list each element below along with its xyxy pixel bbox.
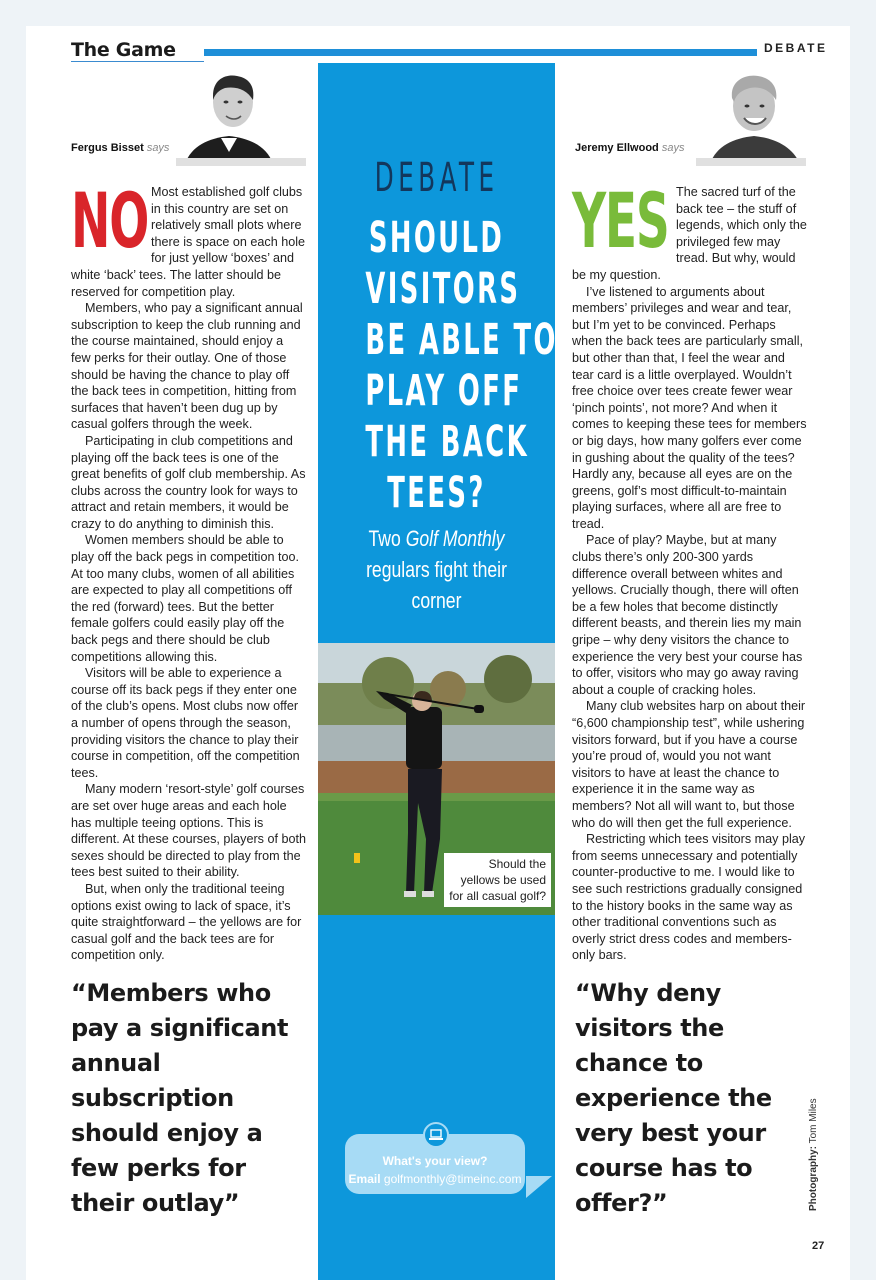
headline-line: TEES?	[387, 468, 486, 518]
headline-line: THE BACK	[365, 417, 529, 467]
left-says: says	[146, 142, 170, 154]
right-byline	[575, 142, 684, 154]
left-byline-rule	[176, 158, 306, 166]
left-article	[71, 176, 306, 964]
sub-pre: Two	[368, 526, 406, 551]
caption-line: Should the	[488, 857, 546, 871]
left-byline	[71, 142, 169, 154]
photo-credit	[808, 1098, 819, 1211]
jeremy-ellwood-portrait	[708, 72, 804, 164]
section-tag: DEBATE	[764, 41, 828, 55]
right-byline-rule	[696, 158, 806, 166]
page-number: 27	[812, 1240, 825, 1252]
laptop-icon	[423, 1122, 449, 1148]
caption-line: for all casual golf?	[449, 889, 546, 903]
no-dropcap: NO	[71, 176, 149, 265]
right-says: says	[661, 142, 685, 154]
debate-subheading	[342, 523, 532, 616]
debate-kicker: DEBATE	[374, 155, 499, 201]
left-paragraph: Members, who pay a significant annual subscription to keep the club running and the course maintained, should enjoy a few perks for their outlay. One of those should be having the chance to play off the back tees in competition, hitting from surfaces that haven’t been dug up by casual golfers through the week.	[71, 301, 303, 432]
sub-post: regulars fight their corner	[366, 557, 507, 613]
photo-caption	[444, 853, 551, 907]
feedback-question: What's your view?	[382, 1154, 488, 1168]
fergus-bisset-portrait	[181, 72, 277, 164]
debate-headline	[365, 213, 558, 519]
magazine-name: Golf Monthly	[405, 526, 505, 551]
right-paragraph: Pace of play? Maybe, but at many clubs there’s only 200-300 yards difference overall between whites and yellows. Crucially though, there will often be a few holes that become distinctly different beasts, and therein lies my main gripe – why deny visitors the chance to experience the very best your course has to offer, visitors who may go away raving about a couple of cracking holes.	[572, 533, 803, 697]
left-paragraph: Many modern ‘resort-style’ golf courses are set over huge areas and each hole has multiple teeing options. This is different. At these courses, players of both sexes should be directed to play from the tees best suited to their ability.	[71, 782, 306, 880]
right-paragraph: Restricting which tees visitors may play from seems unnecessary and potentially counter-productive to me. I would like to see such restrictions gradually consigned to the history books in the same way as other traditional conventions such as overly strict dress codes and members-only bars.	[572, 832, 806, 963]
email-label: Email	[348, 1172, 381, 1186]
caption-line: yellows be used	[460, 873, 546, 887]
left-paragraph: Most established golf clubs in this country are set on relatively small plots where there is space on each hole for just yellow ‘boxes’ and white ‘back’ tees. The latter should be reserved for competition play.	[71, 185, 306, 299]
right-paragraph: The sacred turf of the back tee – the stuff of legends, which only the privileged few may tread. But why, would be my question.	[572, 185, 807, 282]
debate-panel	[318, 63, 558, 1280]
section-title: The Game	[71, 39, 176, 61]
feedback-email-line	[345, 1172, 525, 1186]
credit-name: Tom Miles	[808, 1098, 819, 1144]
headline-line: VISITORS	[365, 264, 521, 314]
left-paragraph: Women members should be able to play off the back pegs in competition too. At too many clubs, women of all abilities are expected to play all competitions off the red (forward) tees. But the better female golfers could easily play off the back pegs and there should be club competitions allowing this.	[71, 533, 299, 664]
yes-dropcap: YES	[572, 176, 669, 265]
credit-label: Photography:	[808, 1146, 819, 1211]
right-author-name: Jeremy Ellwood	[575, 142, 659, 154]
right-paragraph: I’ve listened to arguments about members’ privileges and wear and tear, but I’m yet to be convinced. Perhaps when the back tees are particularly small, but other than that, I feel the wear and tear card is a little overplayed. Wouldn’t free choice over tees create fewer wear ‘pinch points’, not more? And when it comes to keeping these tees for members or big days, how many golfers ever come in gushing about the quality of the tees? Hardly any, because all eyes are on the greens, golf’s most difficult-to-maintain playing surfaces, where all are free to tread.	[572, 284, 807, 531]
headline-line: PLAY OFF	[365, 366, 523, 416]
left-paragraph: But, when only the traditional teeing options exist owing to lack of space, it’s quite straightforward – the yellows are for casual golf and the back tees are for competition only.	[71, 881, 302, 963]
right-pull-quote: “Why deny visitors the chance to experience the very best your course has to offer?”	[575, 979, 772, 1217]
headline-line: SHOULD	[368, 213, 505, 263]
feedback-bubble-tail	[526, 1176, 552, 1198]
golfer-photo	[318, 643, 555, 915]
left-pull-quote: “Members who pay a significant annual subscription should enjoy a few perks for their outlay”	[71, 979, 289, 1217]
magazine-page	[26, 26, 850, 1280]
headline-line: BE ABLE TO	[365, 315, 558, 365]
left-paragraph: Visitors will be able to experience a course off its back pegs if they enter one of the club’s opens. Most clubs now offer a number of opens through the season, providing visitors the chance to play their course in competition, off the competition tees.	[71, 666, 300, 780]
feedback-email-link[interactable]: golfmonthly@timeinc.com	[383, 1172, 522, 1186]
left-author-name: Fergus Bisset	[71, 142, 144, 154]
header-bar	[204, 49, 757, 56]
right-article	[572, 176, 807, 964]
right-paragraph: Many club websites harp on about their “6,600 championship test”, while ushering visitors forward, but if you have a course you’re proud of, would you not want visitors to have at least the chance to experience it in the same way as members? Not all will want to, but those who do will then get the full experience.	[572, 699, 806, 830]
left-paragraph: Participating in club competitions and playing off the back tees is one of the great benefits of golf club membership. As clubs across the country look for ways to attract and retain members, it would be crazy to do anything to diminish this.	[71, 433, 306, 531]
section-underline	[71, 61, 204, 62]
